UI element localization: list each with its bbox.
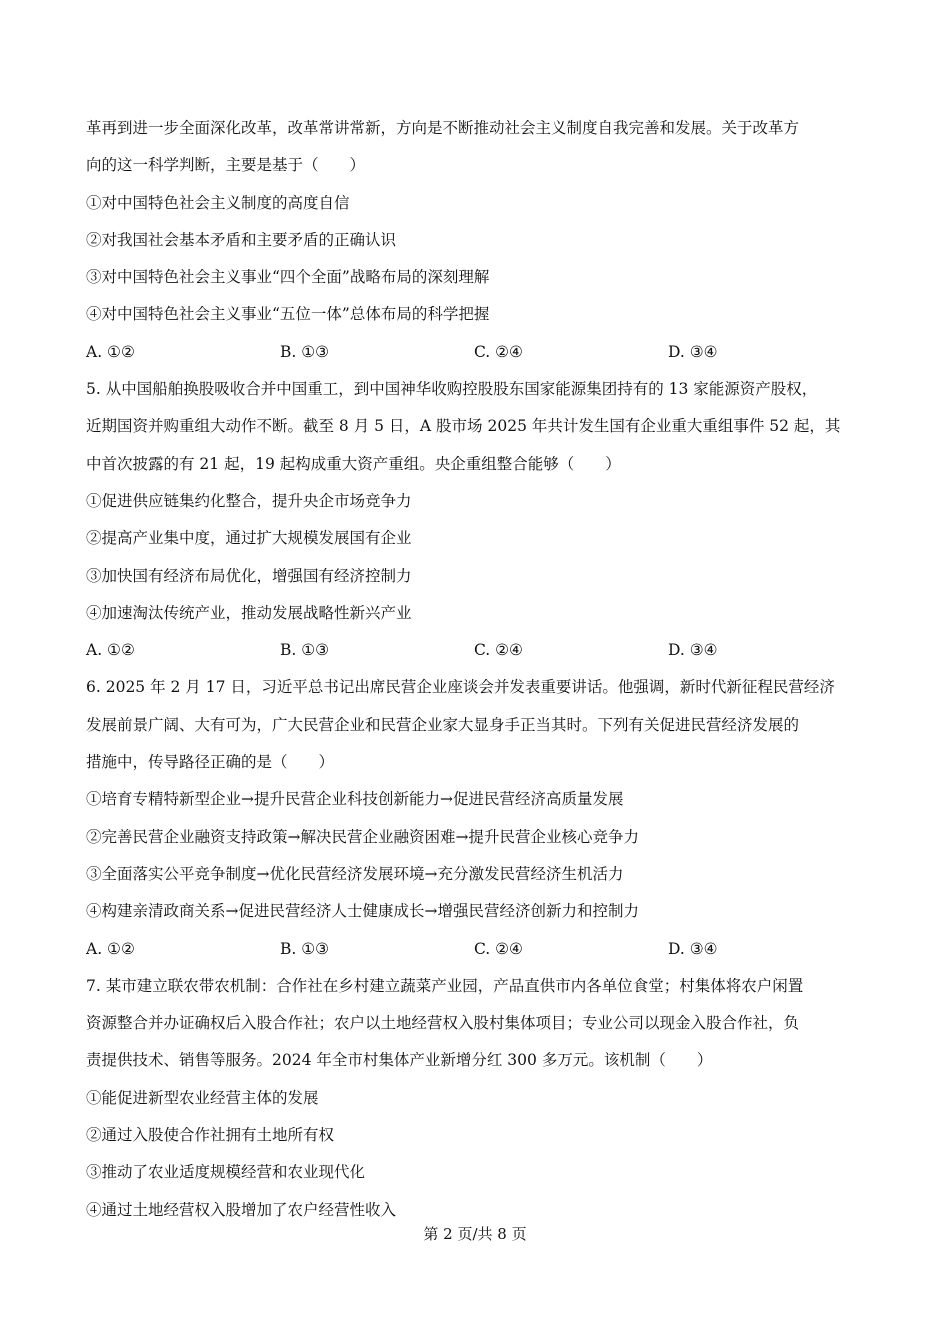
question-stem-line: 革再到进一步全面深化改革，改革常讲常新，方向是不断推动社会主义制度自我完善和发展。关于改革方: [86, 119, 800, 137]
option-b: B. ①③: [280, 939, 330, 958]
question-stem-line: 近期国资并购重组大动作不断。截至 8 月 5 日，A 股市场 2025 年共计发生国有企业重大重组事件 52 起，其: [86, 417, 841, 436]
question-stem-line: 发展前景广阔、大有可为，广大民营企业和民营企业家大显身手正当其时。下列有关促进民营经济发展的: [86, 715, 800, 734]
statement-item: ④对中国特色社会主义事业“五位一体”总体布局的科学把握: [86, 305, 490, 324]
option-a: A. ①②: [86, 939, 135, 958]
statement-item: ③全面落实公平竞争制度→优化民营经济发展环境→充分激发民营经济生机活力: [86, 864, 624, 883]
option-c: C. ②④: [474, 641, 523, 660]
question-5: [86, 371, 876, 669]
question-stem-line: 向的这一科学判断，主要是基于（ ）: [86, 156, 366, 175]
question-stem-line: 中首次披露的有 21 起，19 起构成重大资产重组。央企重组整合能够（ ）: [86, 454, 621, 473]
question-stem-line: 资源整合并办证确权后入股合作社；农户以土地经营权入股村集体项目；专业公司以现金入股合作社，负: [86, 1014, 800, 1033]
answer-options: [86, 334, 876, 371]
answer-options: [86, 931, 876, 968]
question-7: [86, 968, 876, 1229]
question-stem-line: 措施中，传导路径正确的是（ ）: [86, 753, 335, 772]
statement-item: ③推动了农业适度规模经营和农业现代化: [86, 1163, 366, 1182]
statement-item: ①促进供应链集约化整合，提升央企市场竞争力: [86, 491, 412, 510]
question-stem-line: 5. 从中国船舶换股吸收合并中国重工，到中国神华收购控股股东国家能源集团持有的 13 家能源资产股权，: [86, 380, 818, 399]
question-stem-line: 责提供技术、销售等服务。2024 年全市村集体产业新增分红 300 多万元。该机制（ ）: [86, 1051, 713, 1070]
answer-options: [86, 632, 876, 669]
statement-item: ④构建亲清政商关系→促进民营经济人士健康成长→增强民营经济创新力和控制力: [86, 902, 639, 921]
option-a: A. ①②: [86, 342, 135, 361]
statement-item: ④通过土地经营权入股增加了农户经营性收入: [86, 1200, 397, 1219]
option-d: D. ③④: [668, 939, 718, 958]
statement-item: ②完善民营企业融资支持政策→解决民营企业融资困难→提升民营企业核心竞争力: [86, 827, 639, 846]
statement-item: ②对我国社会基本矛盾和主要矛盾的正确认识: [86, 230, 397, 249]
option-c: C. ②④: [474, 342, 523, 361]
page-number-footer: 第 2 页/共 8 页: [423, 1225, 527, 1243]
page-content: [86, 110, 876, 1229]
question-stem-line: 7. 某市建立联农带农机制：合作社在乡村建立蔬菜产业园，产品直供市内各单位食堂；村集体将农户闲置: [86, 976, 804, 995]
question-stem-line: 6. 2025 年 2 月 17 日，习近平总书记出席民营企业座谈会并发表重要讲话。他强调，新时代新征程民营经济: [86, 678, 835, 697]
statement-item: ①培育专精特新型企业→提升民营企业科技创新能力→促进民营经济高质量发展: [86, 790, 624, 809]
statement-item: ①对中国特色社会主义制度的高度自信: [86, 193, 350, 212]
option-b: B. ①③: [280, 641, 330, 660]
statement-item: ②通过入股使合作社拥有土地所有权: [86, 1126, 335, 1145]
option-c: C. ②④: [474, 939, 523, 958]
statement-item: ③对中国特色社会主义事业“四个全面”战略布局的深刻理解: [86, 268, 490, 287]
question-4: [86, 110, 876, 371]
statement-item: ②提高产业集中度，通过扩大规模发展国有企业: [86, 529, 412, 548]
statement-item: ③加快国有经济布局优化，增强国有经济控制力: [86, 566, 412, 585]
option-a: A. ①②: [86, 641, 135, 660]
option-d: D. ③④: [668, 342, 718, 361]
statement-item: ④加速淘汰传统产业，推动发展战略性新兴产业: [86, 603, 412, 622]
option-b: B. ①③: [280, 342, 330, 361]
option-d: D. ③④: [668, 641, 718, 660]
statement-item: ①能促进新型农业经营主体的发展: [86, 1088, 319, 1107]
question-6: [86, 669, 876, 967]
